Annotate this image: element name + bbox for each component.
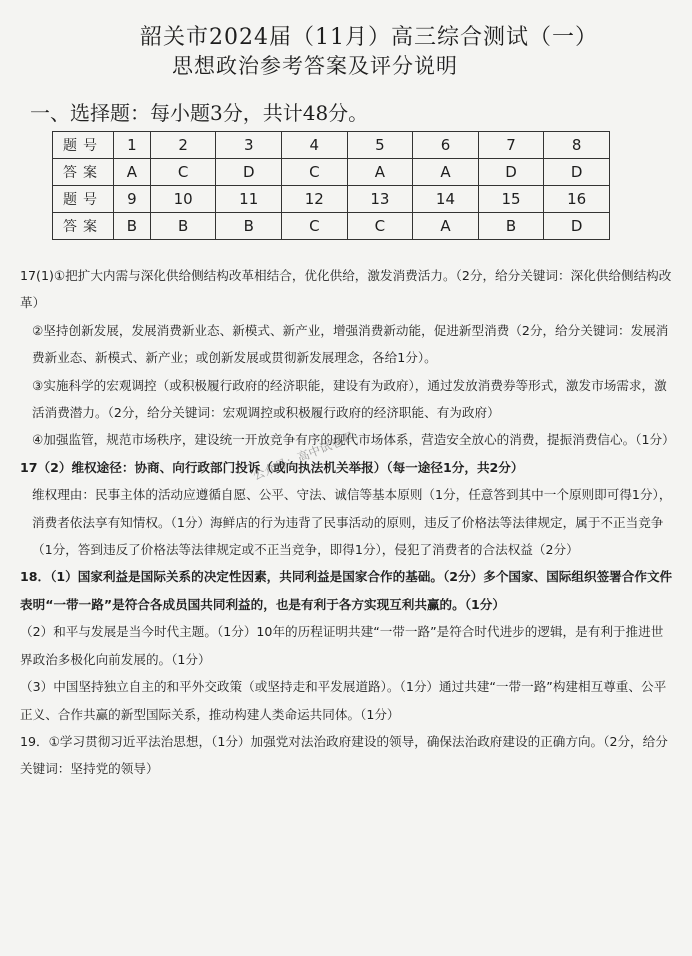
q18-2: （2）和平与发展是当今时代主题。（1分）10年的历程证明共建“一带一路”是符合时代进步的逻辑，是有利于推进世界政治多极化向前发展的。（1分） (20, 624, 664, 667)
question-number: 12 (282, 186, 348, 213)
answer-letter: C (347, 213, 413, 240)
answer-letter: B (216, 213, 282, 240)
question-number: 9 (114, 186, 151, 213)
question-number: 16 (544, 186, 610, 213)
answer-letter: C (282, 159, 348, 186)
answer-letter: D (544, 213, 610, 240)
q19-1: 19．①学习贯彻习近平法治思想，（1分）加强党对法治政府建设的领导，确保法治政府建设的正确方向。（2分，给分关键词：坚持党的领导） (20, 733, 668, 777)
question-number: 6 (413, 132, 479, 159)
question-number: 7 (478, 132, 544, 159)
q17-1-point-2: ②坚持创新发展，发展消费新业态、新模式、新产业，增强消费新动能，促进新型消费（2分，给分关键词：发展消费新业态、新模式、新产业；或创新发展或贯彻新发展理念，各给1分）。 (32, 322, 669, 366)
row-label: 题号 (53, 186, 114, 213)
table-row (53, 132, 610, 159)
answer-letter: D (216, 159, 282, 186)
question-number: 5 (347, 132, 413, 159)
answer-letter: B (114, 213, 151, 240)
row-label: 题号 (53, 132, 114, 159)
document-subtitle: 思想政治参考答案及评分说明 (172, 54, 458, 78)
answer-letter: A (413, 213, 479, 240)
question-number: 3 (216, 132, 282, 159)
q17-1-point-1: 17(1)①把扩大内需与深化供给侧结构改革相结合，优化供给，激发消费活力。（2分，给分关键词：深化供给侧结构改革） (20, 268, 672, 311)
question-number: 11 (216, 186, 282, 213)
q17-1-point-4: ④加强监管，规范市场秩序，建设统一开放竞争有序的现代市场体系，营造安全放心的消费，提振消费信心。（1分） (32, 432, 675, 448)
question-number: 4 (282, 132, 348, 159)
question-number: 8 (544, 132, 610, 159)
section-heading-choice: 一、选择题：每小题3分，共计48分。 (30, 101, 369, 125)
question-number: 2 (150, 132, 216, 159)
q18-1: 18．（1）国家利益是国际关系的决定性因素，共同利益是国家合作的基础。（2分）多个国家、国际组织签署合作文件表明“一带一路”是符合各成员国共同利益的，也是有利于各方实现互利共赢的。（1分） (20, 569, 673, 612)
answer-letter: D (478, 159, 544, 186)
answer-letter: B (150, 213, 216, 240)
q17-1-point-3: ③实施科学的宏观调控（或积极履行政府的经济职能，建设有为政府），通过发放消费券等形式，激发市场需求，激活消费潜力。（2分，给分关键词：宏观调控或积极履行政府的经济职能、有为政府） (32, 377, 667, 421)
answer-letter: D (544, 159, 610, 186)
row-label: 答案 (53, 159, 114, 186)
table-row (53, 186, 610, 213)
answer-table (52, 131, 610, 240)
answer-letter: A (413, 159, 479, 186)
answer-body-text (20, 262, 675, 783)
q18-3: （3）中国坚持独立自主的和平外交政策（或坚持走和平发展道路）。（1分）通过共建“一带一路”构建相互尊重、公平正义、合作共赢的新型国际关系，推动构建人类命运共同体。（1分） (20, 679, 667, 722)
question-number: 1 (114, 132, 151, 159)
document-title: 韶关市2024届（11月）高三综合测试（一） (140, 25, 598, 50)
answer-letter: C (150, 159, 216, 186)
row-label: 答案 (53, 213, 114, 240)
answer-letter: C (282, 213, 348, 240)
answer-letter: A (114, 159, 151, 186)
question-number: 15 (478, 186, 544, 213)
question-number: 14 (413, 186, 479, 213)
table-row (53, 213, 610, 240)
answer-letter: B (478, 213, 544, 240)
watermark-text: 公众号：高中试卷君 (250, 429, 357, 483)
q17-2-reasons: 维权理由：民事主体的活动应遵循自愿、公平、守法、诚信等基本原则（1分，任意答到其中一个原则即可得1分），消费者依法享有知情权。（1分）海鲜店的行为违背了民事活动的原则，违反了价格法等法律规定，属于不正当竞争（1分，答到违反了价格法等法律规定或不正当竞争，即得1分），侵犯了消费者的合法权益（2分） (32, 487, 672, 558)
question-number: 10 (150, 186, 216, 213)
question-number: 13 (347, 186, 413, 213)
answer-letter: A (347, 159, 413, 186)
q17-2-ways: 17（2）维权途径：协商、向行政部门投诉（或向执法机关举报）（每一途径1分，共2分） (20, 459, 524, 475)
table-row (53, 159, 610, 186)
